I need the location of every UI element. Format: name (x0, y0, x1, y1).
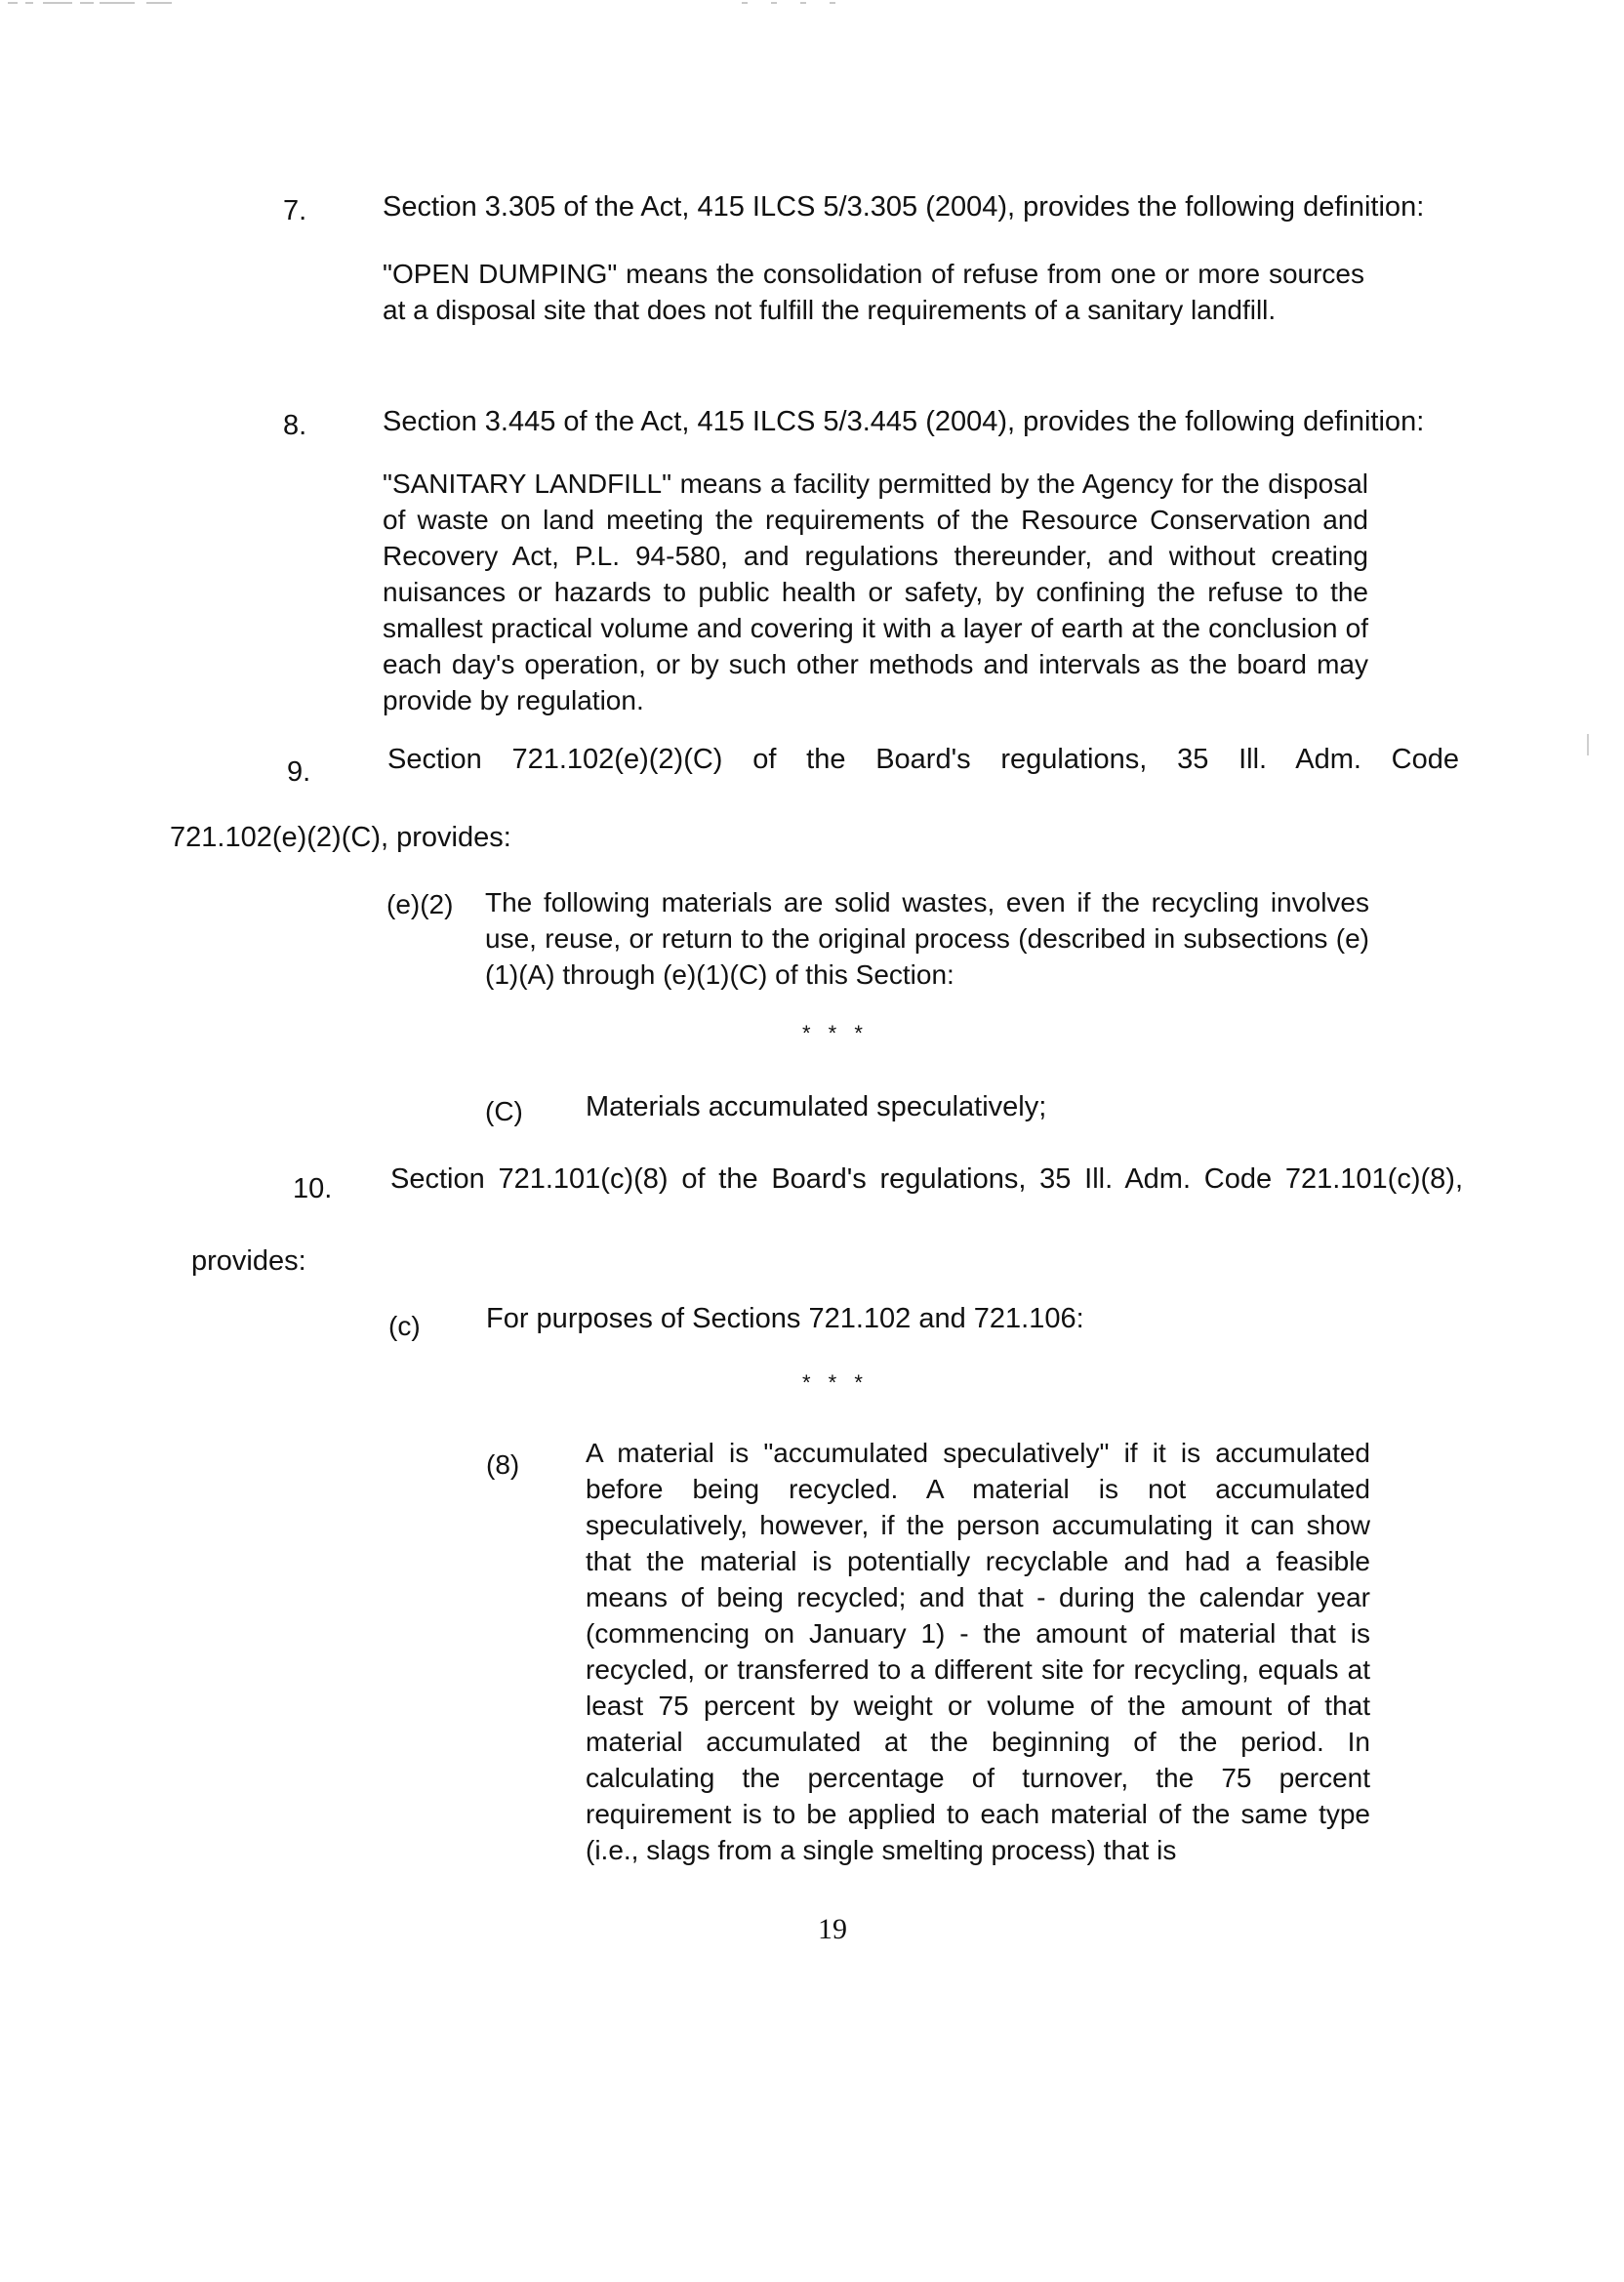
page-number: 19 (818, 1913, 847, 1945)
ellipsis-stars: * * * (802, 1370, 869, 1395)
paragraph-8-text: Section 3.445 of the Act, 415 ILCS 5/3.445 (2004), provides the following definition: (383, 406, 1425, 437)
subsection-c-text: Materials accumulated speculatively; (586, 1091, 1047, 1122)
subsection-c-label: (C) (485, 1096, 523, 1126)
paragraph-9-text-line1: Section 721.102(e)(2)(C) of the Board's regulations, 35 Ill. Adm. Code (387, 744, 1459, 775)
paragraph-10-text-line1: Section 721.101(c)(8) of the Board's regulations, 35 Ill. Adm. Code 721.101(c)(8), (390, 1163, 1463, 1195)
subsection-8-label: (8) (486, 1449, 520, 1480)
paragraph-10-number: 10. (293, 1173, 333, 1204)
paragraph-10-text-line2: provides: (191, 1245, 306, 1277)
subsection-c-text: For purposes of Sections 721.102 and 721.106: (486, 1303, 1084, 1334)
open-dumping-definition: "OPEN DUMPING" means the consolidation of refuse from one or more sources at a disposal site that does not fulfill the requirements of a sanitary landfill. (383, 259, 1364, 325)
scan-edge-mark (1587, 734, 1589, 755)
paragraph-7-text: Section 3.305 of the Act, 415 ILCS 5/3.305 (2004), provides the following definition: (383, 191, 1425, 223)
paragraph-9-number: 9. (287, 756, 311, 788)
subsection-e2-text: The following materials are solid wastes, even if the recycling involves use, reuse, or return to the original process (described in subsections (e)(1)(A) through (e)(1)(C) of this Section: (485, 887, 1369, 990)
paragraph-7-number: 7. (283, 195, 307, 226)
subsection-c-label: (c) (388, 1311, 421, 1341)
subsection-8-text: A material is "accumulated speculatively" if it is accumulated before being recycled. A material is not accumulated speculatively, however, if the person accumulating it can show that the material is potentially recyclable and had a feasible means of being recycled; and that - during the calendar year (commencing on January 1) - the amount of material that is recycled, or transferred to a different site for recycling, equals at least 75 percent by weight or volume of the amount of that material accumulated at the beginning of the period. In calculating the percentage of turnover, the 75 percent requirement is to be applied to each material of the same type (i.e., slags from a single smelting process) that is (586, 1438, 1370, 1865)
paragraph-8-number: 8. (283, 410, 307, 441)
subsection-e2-label: (e)(2) (386, 889, 454, 919)
ellipsis-stars: * * * (802, 1021, 869, 1045)
paragraph-9-text-line2: 721.102(e)(2)(C), provides: (170, 822, 511, 853)
sanitary-landfill-definition: "SANITARY LANDFILL" means a facility permitted by the Agency for the disposal of waste on land meeting the requirements of the Resource Conservation and Recovery Act, P.L. 94-580, and regulations thereunder, and without creating nuisances or hazards to public health or safety, by confining the refuse to the smallest practical volume and covering it with a layer of earth at the conclusion of each day's operation, or by such other methods and intervals as the board may provide by regulation. (383, 469, 1368, 715)
